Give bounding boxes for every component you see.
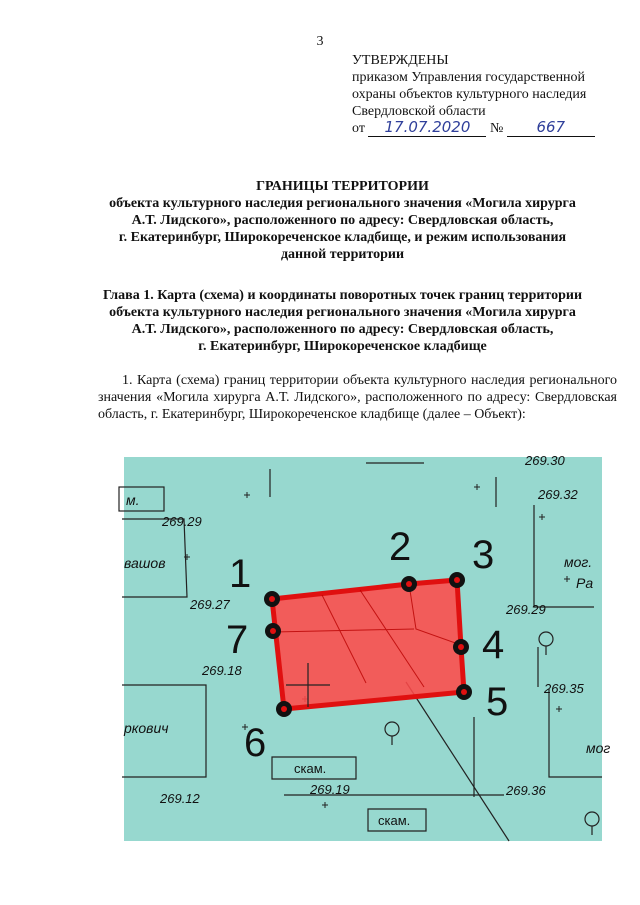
label-mog-1: мог. xyxy=(564,554,593,570)
approval-line-1: приказом Управления государственной xyxy=(352,70,586,85)
boundary-map xyxy=(124,453,611,841)
title-line-1: ГРАНИЦЫ ТЕРРИТОРИИ xyxy=(256,179,429,194)
chapter-line-2: объекта культурного наследия регионального значения «Могила хирурга xyxy=(109,305,576,320)
label-mog-1b: Ра xyxy=(576,575,594,591)
elevation-9: 269.19 xyxy=(310,782,350,797)
title-line-2: объекта культурного наследия регионального значения «Могила хирурга xyxy=(109,196,576,211)
elevation-8: 269.12 xyxy=(160,791,200,806)
label-mog-2: мог xyxy=(586,740,611,756)
page-number: 3 xyxy=(316,34,324,49)
elevation-7: 269.35 xyxy=(544,681,584,696)
point-2: 2 xyxy=(389,525,412,569)
from-label: от xyxy=(352,121,365,136)
elevation-3: 269.29 xyxy=(162,514,202,529)
approval-line-2: охраны объектов культурного наследия xyxy=(352,87,587,102)
title-line-4: г. Екатеринбург, Широкореченское кладбище, и режим использования xyxy=(118,230,567,245)
document-title xyxy=(60,178,625,263)
elevation-5: 269.29 xyxy=(506,602,546,617)
elevation-4: 269.27 xyxy=(190,597,230,612)
paragraph-1: 1. Карта (схема) границ территории объекта культурного наследия регионального значения «Могила хирурга А.Т. Лидского», расположенного по адресу: Свердловская область, г. Екатеринбург, Широкореченское кладбище (далее – Объект): xyxy=(98,373,617,422)
label-m: м. xyxy=(126,492,140,508)
label-bench-1: скам. xyxy=(294,761,327,776)
chapter-title xyxy=(60,287,625,355)
elevation-1: 269.30 xyxy=(525,453,565,468)
approval-date-row xyxy=(352,120,622,137)
label-grave-1: вашов xyxy=(124,555,166,571)
point-5: 5 xyxy=(486,680,509,724)
approval-block xyxy=(352,52,622,137)
point-6: 6 xyxy=(244,721,267,765)
point-1: 1 xyxy=(229,552,252,596)
label-grave-2: ркович xyxy=(124,720,169,736)
chapter-line-4: г. Екатеринбург, Широкореченское кладбище xyxy=(198,339,487,354)
label-bench-2: скам. xyxy=(378,813,411,828)
chapter-line-3: А.Т. Лидского», расположенного по адресу: Свердловская область, xyxy=(131,322,554,337)
elevation-2: 269.32 xyxy=(538,487,578,502)
number-label: № xyxy=(489,121,504,136)
approval-date: 17.07.2020 xyxy=(368,120,486,137)
point-7: 7 xyxy=(226,618,249,662)
elevation-6: 269.18 xyxy=(202,663,242,678)
point-4: 4 xyxy=(482,623,505,667)
approval-line-3: Свердловской области xyxy=(352,104,486,119)
elevation-10: 269.36 xyxy=(506,783,546,798)
title-line-3: А.Т. Лидского», расположенного по адресу: Свердловская область, xyxy=(131,213,554,228)
approval-number: 667 xyxy=(507,120,595,137)
point-3: 3 xyxy=(472,533,495,577)
approval-title: УТВЕРЖДЕНЫ xyxy=(352,53,449,68)
title-line-5: данной территории xyxy=(280,247,405,262)
chapter-line-1: Глава 1. Карта (схема) и координаты поворотных точек границ территории xyxy=(102,288,583,303)
